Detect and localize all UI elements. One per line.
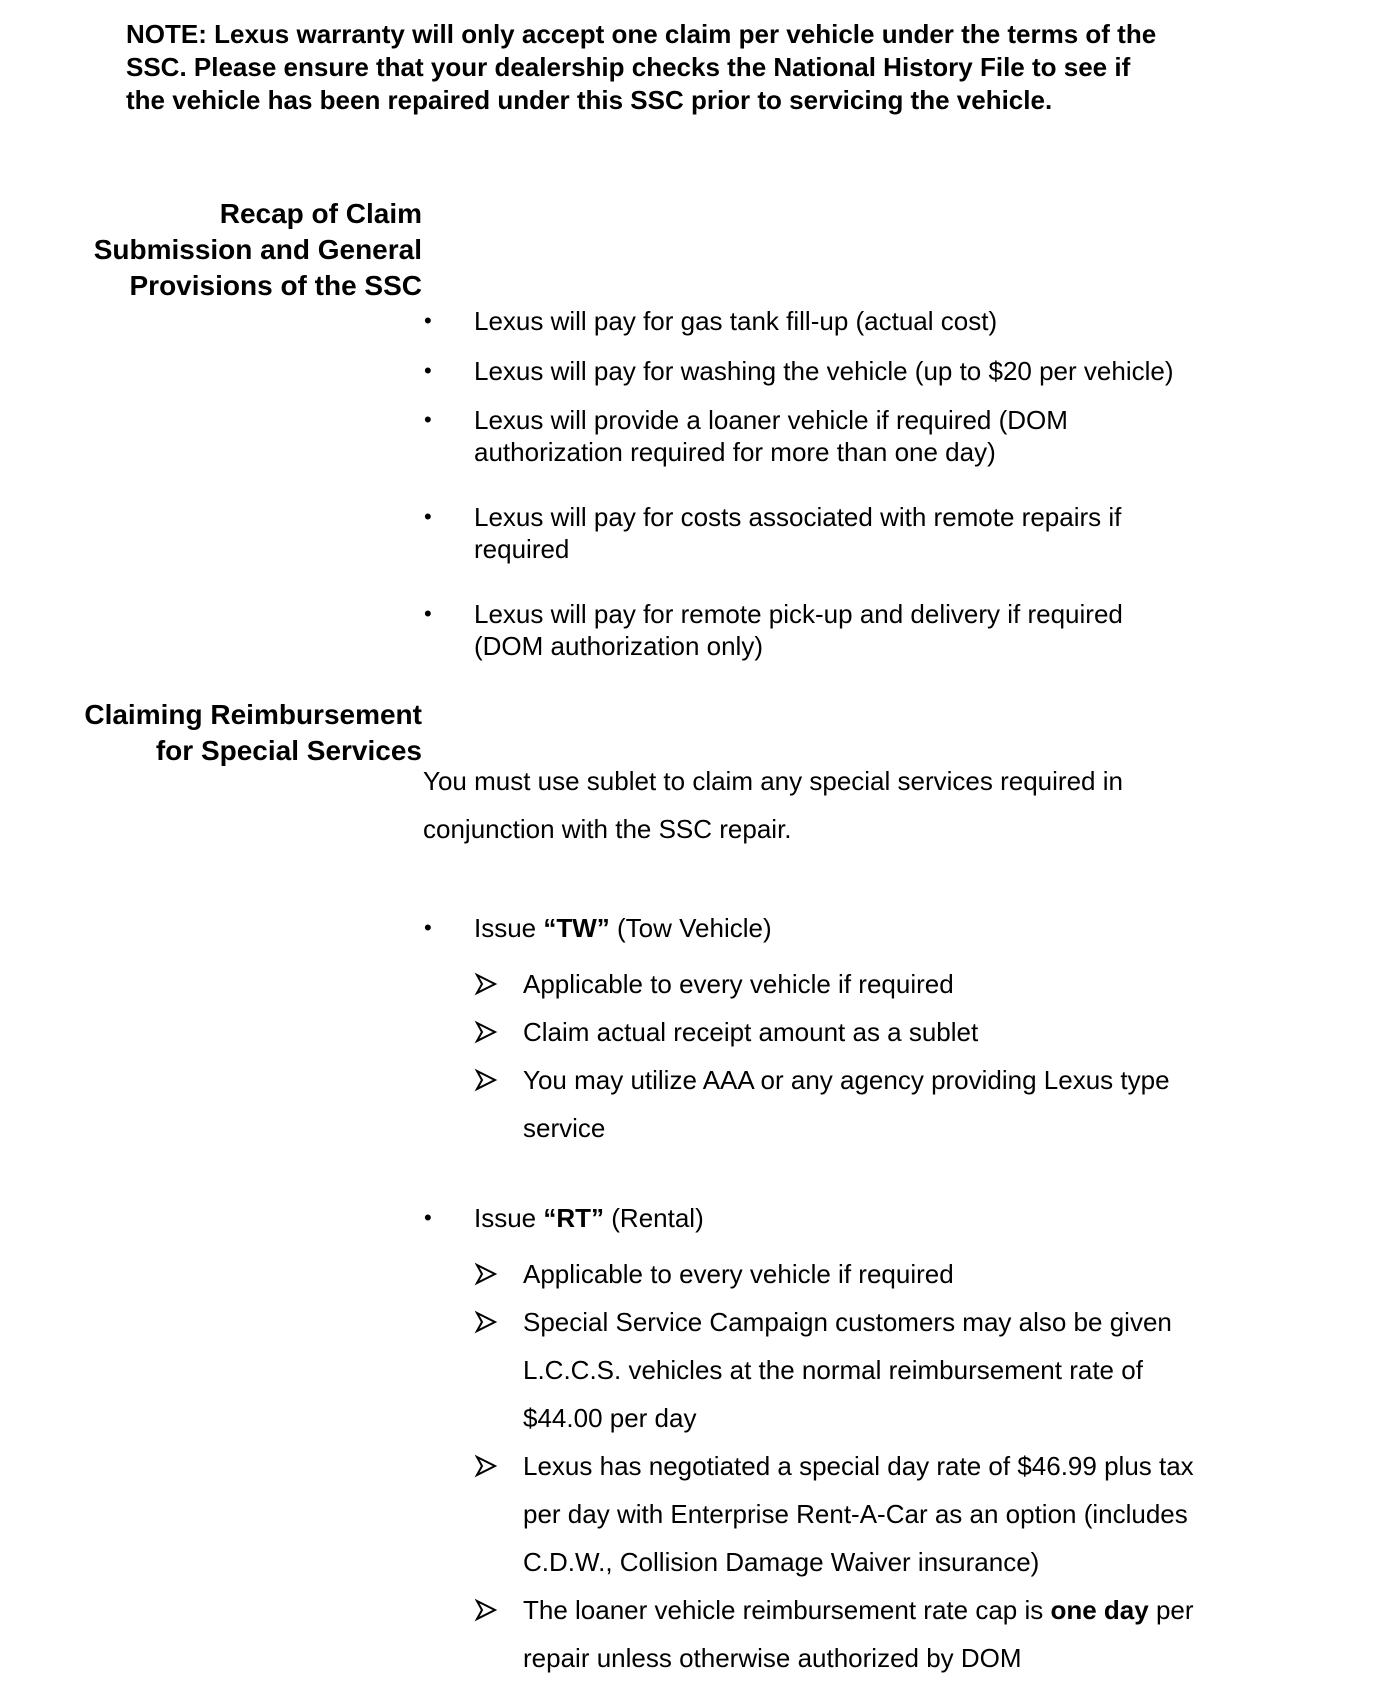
issue-prefix: Issue — [474, 913, 544, 943]
tw-sub-item: Claim actual receipt amount as a sublet — [523, 1017, 979, 1047]
arrowhead-bullet-icon — [474, 1020, 498, 1044]
rt-cap-text: The loaner vehicle reimbursement rate cap is — [523, 1595, 1051, 1625]
issue-code-rt: “RT” — [543, 1203, 605, 1233]
intro-line: You must use sublet to claim any special services required in — [423, 766, 1123, 796]
note-line: SSC. Please ensure that your dealership checks the National History File to see if — [126, 52, 1131, 82]
rt-sub-item: Applicable to every vehicle if required — [523, 1259, 954, 1289]
tw-sub-item: Applicable to every vehicle if required — [523, 969, 954, 999]
bullet-dot-icon: • — [424, 358, 432, 383]
tw-sub-item: You may utilize AAA or any agency providing Lexus type — [523, 1065, 1170, 1095]
recap-bullet-text: required — [474, 534, 570, 564]
rt-sub-item: $44.00 per day — [523, 1403, 697, 1433]
issue-suffix: (Rental) — [604, 1203, 704, 1233]
heading-line: Provisions of the SSC — [129, 270, 422, 301]
note-block — [126, 18, 1266, 117]
heading-line: Submission and General — [93, 234, 422, 265]
claiming-heading — [84, 697, 422, 769]
arrowhead-bullet-icon — [474, 1598, 498, 1622]
rt-cap-bold: one day — [1050, 1595, 1149, 1625]
issue-suffix: (Tow Vehicle) — [609, 913, 772, 943]
heading-line: for Special Services — [155, 735, 422, 766]
recap-bullet-text: (DOM authorization only) — [474, 631, 763, 661]
bullet-dot-icon: • — [424, 915, 432, 940]
note-line: the vehicle has been repaired under this SSC prior to servicing the vehicle. — [126, 85, 1053, 115]
bullet-dot-icon: • — [424, 308, 432, 333]
arrowhead-bullet-icon — [474, 1262, 498, 1286]
rt-sub-item: L.C.C.S. vehicles at the normal reimbursement rate of — [523, 1355, 1143, 1385]
rt-sub-item: per day with Enterprise Rent-A-Car as an option (includes — [523, 1499, 1188, 1529]
recap-bullet-text: Lexus will pay for remote pick-up and delivery if required — [474, 599, 1123, 629]
issue-tw-heading — [474, 912, 772, 944]
bullet-dot-icon: • — [424, 407, 432, 432]
arrowhead-bullet-icon — [474, 1310, 498, 1334]
recap-heading — [94, 196, 422, 304]
bullet-dot-icon: • — [424, 601, 432, 626]
bullet-dot-icon: • — [424, 1205, 432, 1230]
issue-prefix: Issue — [474, 1203, 544, 1233]
recap-bullet-text: authorization required for more than one day) — [474, 437, 996, 467]
recap-bullet-text: Lexus will pay for gas tank fill-up (actual cost) — [474, 306, 998, 336]
rt-sub-item: Lexus has negotiated a special day rate of $46.99 plus tax — [523, 1451, 1194, 1481]
tw-sub-item: service — [523, 1113, 606, 1143]
recap-bullet-text: Lexus will pay for costs associated with remote repairs if — [474, 502, 1122, 532]
arrowhead-bullet-icon — [474, 1068, 498, 1092]
recap-bullet-text: Lexus will provide a loaner vehicle if required (DOM — [474, 405, 1068, 435]
arrowhead-bullet-icon — [474, 972, 498, 996]
rt-sub-item: C.D.W., Collision Damage Waiver insurance) — [523, 1547, 1040, 1577]
bullet-dot-icon: • — [424, 504, 432, 529]
issue-rt-heading — [474, 1202, 704, 1234]
rt-sub-item — [523, 1586, 1194, 1634]
rt-sub-item: repair unless otherwise authorized by DOM — [523, 1643, 1022, 1673]
recap-bullet-text: Lexus will pay for washing the vehicle (up to $20 per vehicle) — [474, 356, 1174, 386]
heading-line: Claiming Reimbursement — [84, 699, 422, 730]
note-line: NOTE: Lexus warranty will only accept one claim per vehicle under the terms of the — [126, 19, 1157, 49]
arrowhead-bullet-icon — [474, 1454, 498, 1478]
rt-sub-item: Special Service Campaign customers may also be given — [523, 1307, 1172, 1337]
intro-line: conjunction with the SSC repair. — [423, 814, 792, 844]
issue-code-tw: “TW” — [543, 913, 610, 943]
rt-cap-text: per — [1148, 1595, 1194, 1625]
heading-line: Recap of Claim — [219, 198, 422, 229]
